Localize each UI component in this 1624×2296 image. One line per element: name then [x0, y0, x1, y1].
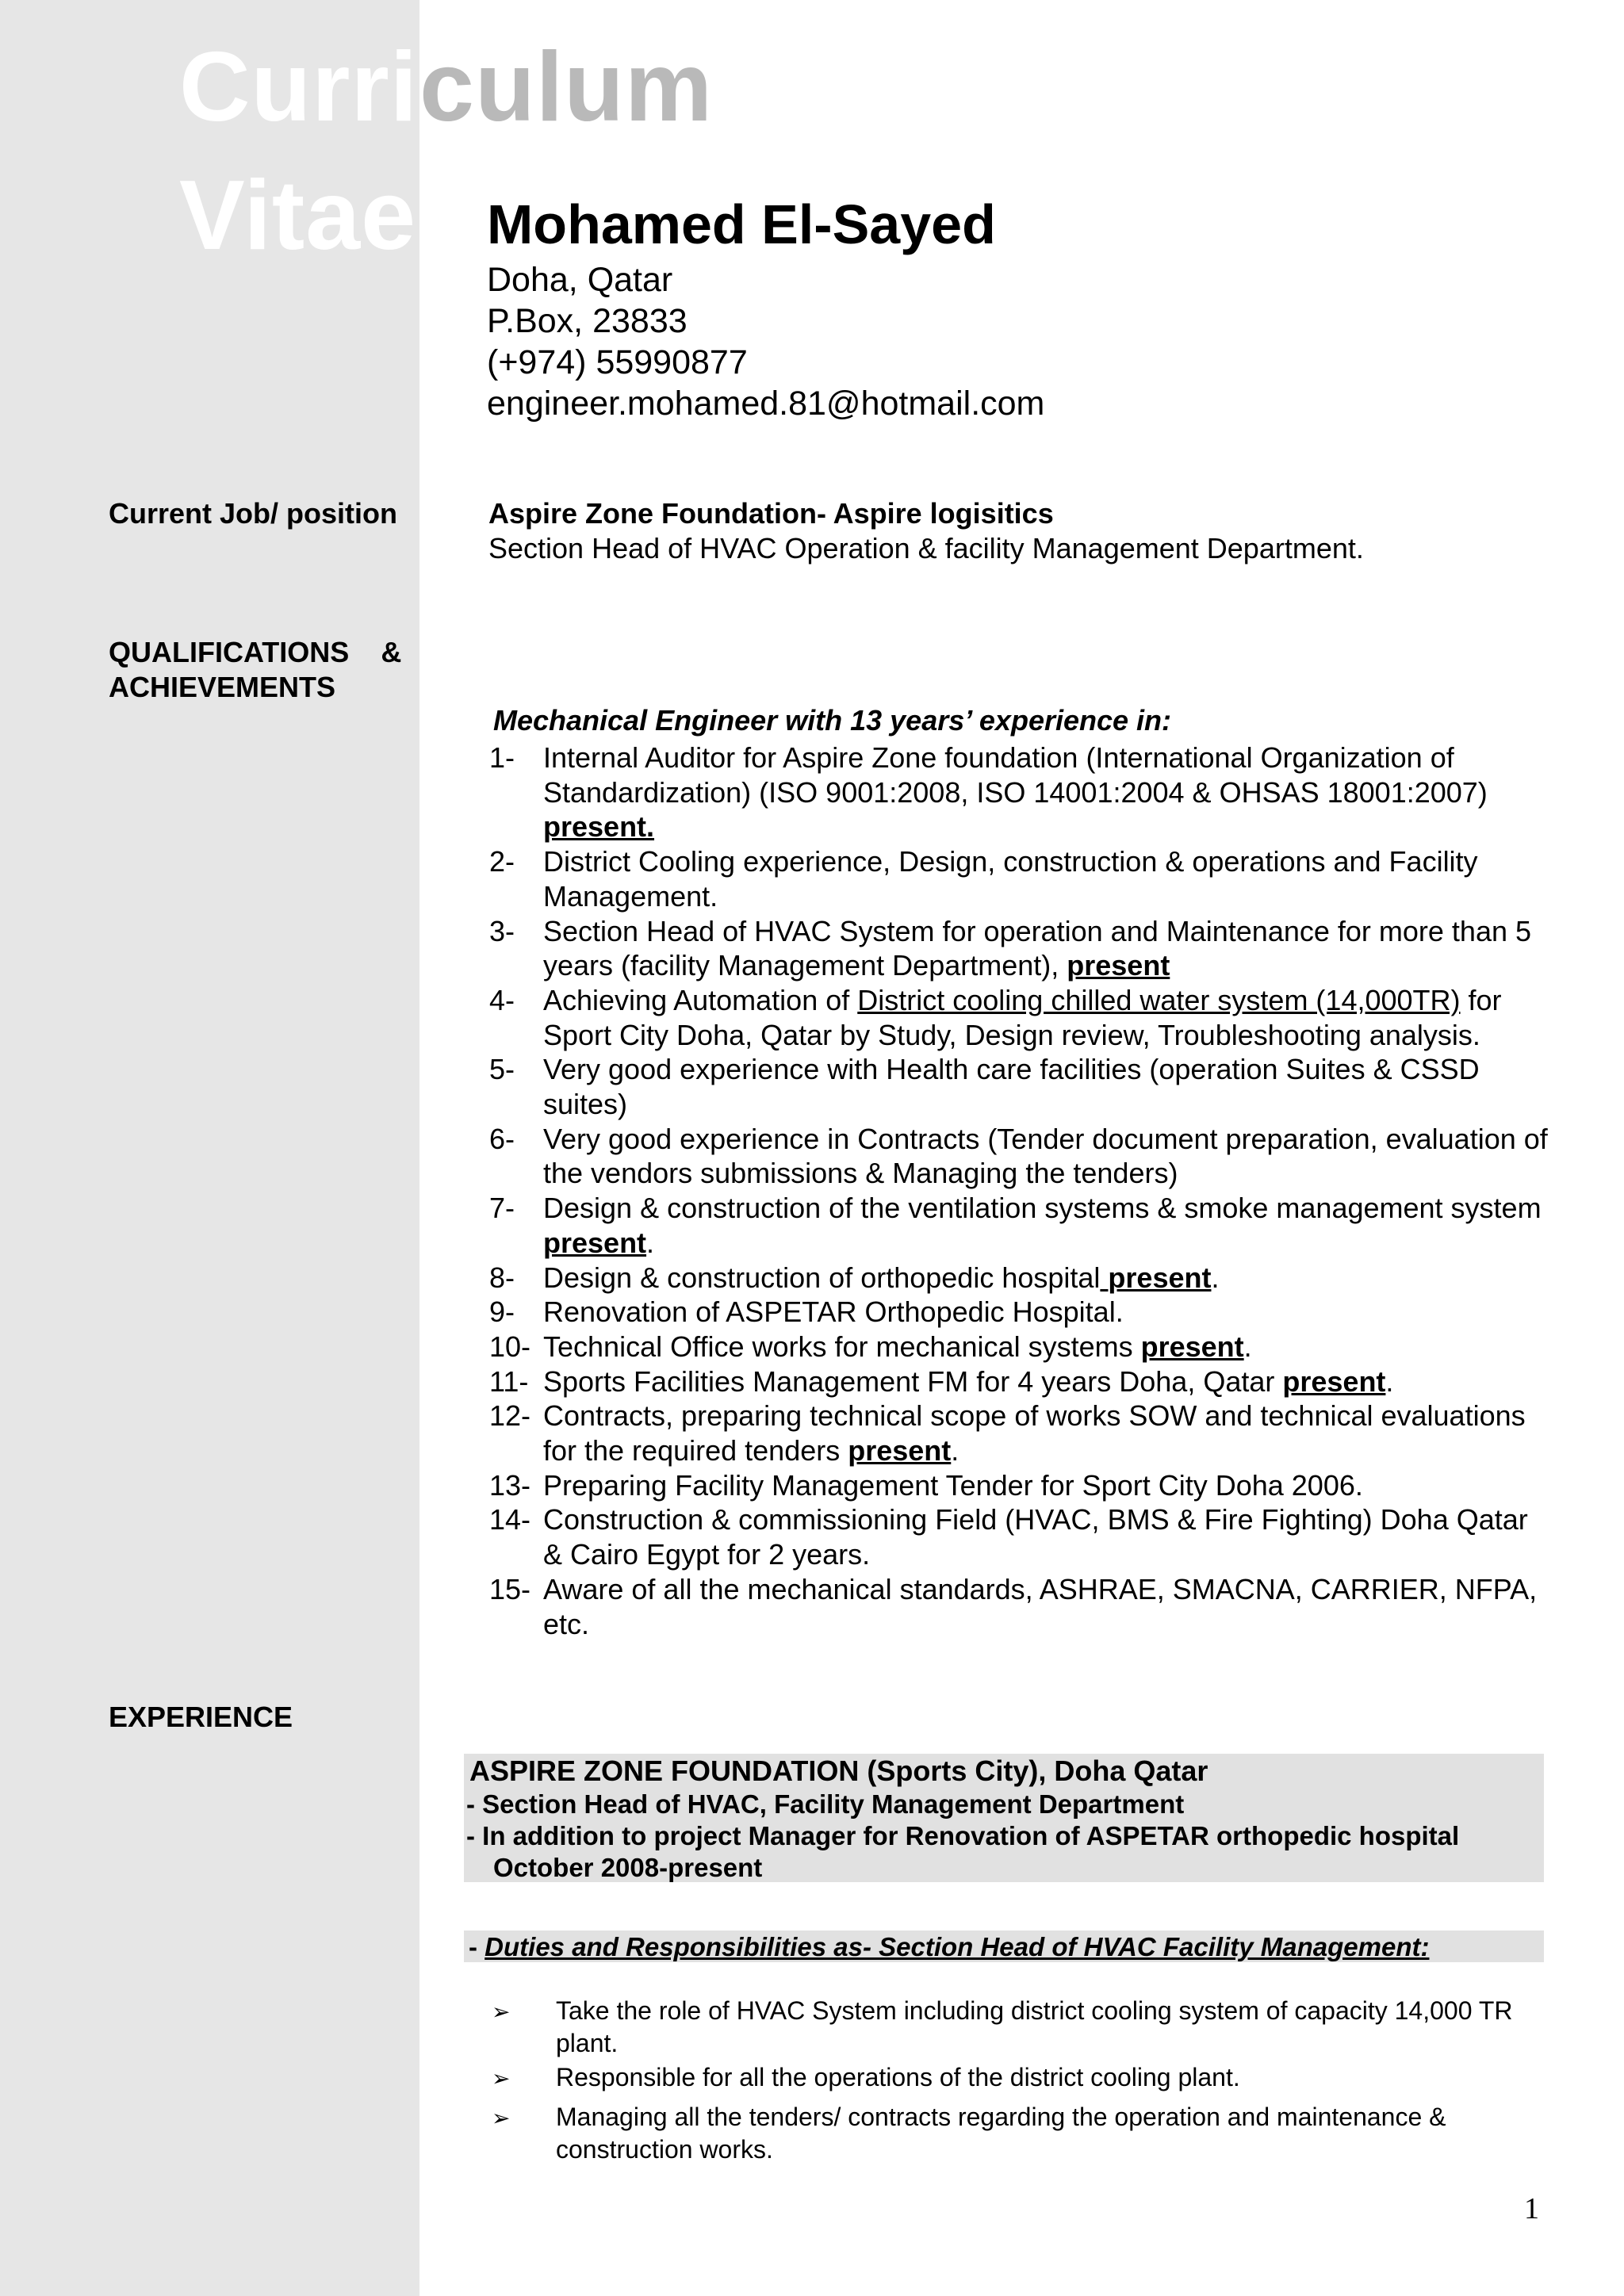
item-text-continued: .: [646, 1226, 655, 1259]
item-text: Aware of all the mechanical standards, ASHRAE, SMACNA, CARRIER, NFPA, etc.: [543, 1572, 1538, 1640]
duties-title: [469, 1934, 1429, 1960]
cv-title-part-2: culum: [419, 38, 714, 136]
candidate-name: Mohamed El-Sayed: [487, 193, 996, 255]
experience-label: EXPERIENCE: [109, 1701, 293, 1733]
item-text: Internal Auditor for Aspire Zone foundation (International Organization of Standardization) (ISO 9001:2008, ISO 14001:2004 & OHSAS 18001:2007): [543, 741, 1488, 809]
present-marker: present: [543, 1226, 647, 1259]
qualification-item: [489, 983, 1552, 1052]
item-text: Construction & commissioning Field (HVAC, BMS & Fire Fighting) Doha Qatar & Cairo Egypt for 2 years.: [543, 1503, 1528, 1571]
item-number: 2-: [489, 845, 515, 878]
item-number: 7-: [489, 1192, 515, 1225]
qualification-item: [489, 1261, 1552, 1295]
item-number: 12-: [489, 1399, 531, 1433]
experience-company: ASPIRE ZONE FOUNDATION (Sports City), Doha Qatar: [469, 1755, 1208, 1787]
item-text-continued: .: [951, 1434, 959, 1468]
item-number: 1-: [489, 741, 515, 774]
duty-item: Managing all the tenders/ contracts regarding the operation and maintenance & construction works.: [556, 2103, 1446, 2164]
qualification-item: [489, 1399, 1552, 1468]
qualification-item: [489, 914, 1552, 983]
present-marker: present: [1282, 1364, 1386, 1398]
item-text: Achieving Automation of: [543, 983, 858, 1016]
item-text-continued: .: [1243, 1330, 1252, 1363]
sidebar-band: [0, 0, 419, 2296]
qualification-item: [489, 740, 1552, 844]
item-text: Preparing Facility Management Tender for Sport City Doha 2006.: [543, 1468, 1363, 1502]
item-text: Contracts, preparing technical scope of works SOW and technical evaluations for the required tenders: [543, 1399, 1526, 1468]
present-marker: present: [848, 1434, 952, 1468]
duty-item: Take the role of HVAC System including district cooling system of capacity 14,000 TR plant.: [556, 1996, 1513, 2057]
item-number: 9-: [489, 1295, 515, 1329]
current-job-label: Current Job/ position: [109, 497, 397, 530]
qualification-item: [489, 844, 1552, 913]
item-underlined-text: District cooling chilled water system (14,000TR): [857, 983, 1461, 1016]
experience-project-role: - In addition to project Manager for Renovation of ASPETAR orthopedic hospital: [466, 1821, 1460, 1850]
contact-pobox: P.Box, 23833: [487, 302, 688, 340]
item-text: District Cooling experience, Design, construction & operations and Facility Management.: [543, 845, 1478, 913]
item-text: Sports Facilities Management FM for 4 years Doha, Qatar: [543, 1364, 1283, 1398]
item-number: 15-: [489, 1572, 531, 1605]
arrow-bullet-icon: ➢: [492, 1999, 511, 2024]
qualification-item: [489, 1468, 1552, 1503]
contact-email: engineer.mohamed.81@hotmail.com: [487, 385, 1045, 423]
qualifications-list: [489, 740, 1552, 1641]
duty-item: Responsible for all the operations of the district cooling plant.: [556, 2063, 1240, 2091]
cv-title-part-3: Vitae: [179, 166, 417, 265]
qualification-item: [489, 1295, 1552, 1330]
item-text: Technical Office works for mechanical systems: [543, 1330, 1141, 1363]
item-text-continued: for Sport City Doha, Qatar by Study, Design review, Troubleshooting analysis.: [543, 983, 1502, 1051]
item-text-continued: .: [1211, 1261, 1220, 1294]
contact-city: Doha, Qatar: [487, 261, 673, 299]
qualification-item: [489, 1122, 1552, 1191]
cv-title-part-1: Curri: [179, 38, 419, 136]
item-number: 14-: [489, 1503, 531, 1536]
item-text: Design & construction of orthopedic hospital: [543, 1261, 1101, 1294]
qualification-item: [489, 1191, 1552, 1260]
item-number: 13-: [489, 1468, 531, 1502]
page-number: 1: [1524, 2192, 1539, 2225]
item-number: 8-: [489, 1261, 515, 1294]
present-marker: present: [1140, 1330, 1244, 1363]
qualifications-label-line-2: ACHIEVEMENTS: [109, 671, 336, 703]
qualification-item: [489, 1052, 1552, 1121]
item-number: 11-: [489, 1364, 529, 1398]
item-number: 3-: [489, 914, 515, 947]
experience-role: - Section Head of HVAC, Facility Management Department: [466, 1789, 1185, 1819]
item-text: Renovation of ASPETAR Orthopedic Hospital.: [543, 1295, 1124, 1329]
item-number: 4-: [489, 983, 515, 1016]
item-number: 10-: [489, 1330, 531, 1363]
present-marker: present.: [543, 810, 655, 844]
qualifications-summary: Mechanical Engineer with 13 years’ experience in:: [493, 704, 1172, 737]
present-marker: present: [1108, 1261, 1212, 1294]
item-text: Design & construction of the ventilation systems & smoke management system: [543, 1192, 1542, 1225]
qualification-item: [489, 1572, 1552, 1641]
qualification-item: [489, 1502, 1552, 1571]
experience-dates: October 2008-present: [493, 1853, 763, 1882]
qualification-item: [489, 1364, 1552, 1399]
qualification-item: [489, 1330, 1552, 1364]
current-employer: Aspire Zone Foundation- Aspire logisitics: [488, 497, 1054, 530]
item-text-continued: .: [1385, 1364, 1394, 1398]
item-text: Very good experience in Contracts (Tender document preparation, evaluation of the vendors submissions & Managing the tenders): [543, 1122, 1548, 1190]
arrow-bullet-icon: ➢: [492, 2106, 511, 2130]
present-marker: present: [1067, 949, 1170, 982]
item-text: Section Head of HVAC System for operation and Maintenance for more than 5 years (facility Management Department),: [543, 914, 1532, 982]
item-number: 5-: [489, 1053, 515, 1086]
contact-phone: (+974) 55990877: [487, 343, 748, 381]
current-position-title: Section Head of HVAC Operation & facility Management Department.: [488, 532, 1364, 564]
qualifications-label-line-1: QUALIFICATIONS &: [109, 636, 402, 668]
item-text: Very good experience with Health care facilities (operation Suites & CSSD suites): [543, 1053, 1480, 1121]
arrow-bullet-icon: ➢: [492, 2066, 511, 2091]
duties-title-text: Duties and Responsibilities as- Section Head of HVAC Facility Management:: [485, 1932, 1430, 1961]
item-number: 6-: [489, 1122, 515, 1155]
duties-dash: -: [469, 1932, 477, 1961]
